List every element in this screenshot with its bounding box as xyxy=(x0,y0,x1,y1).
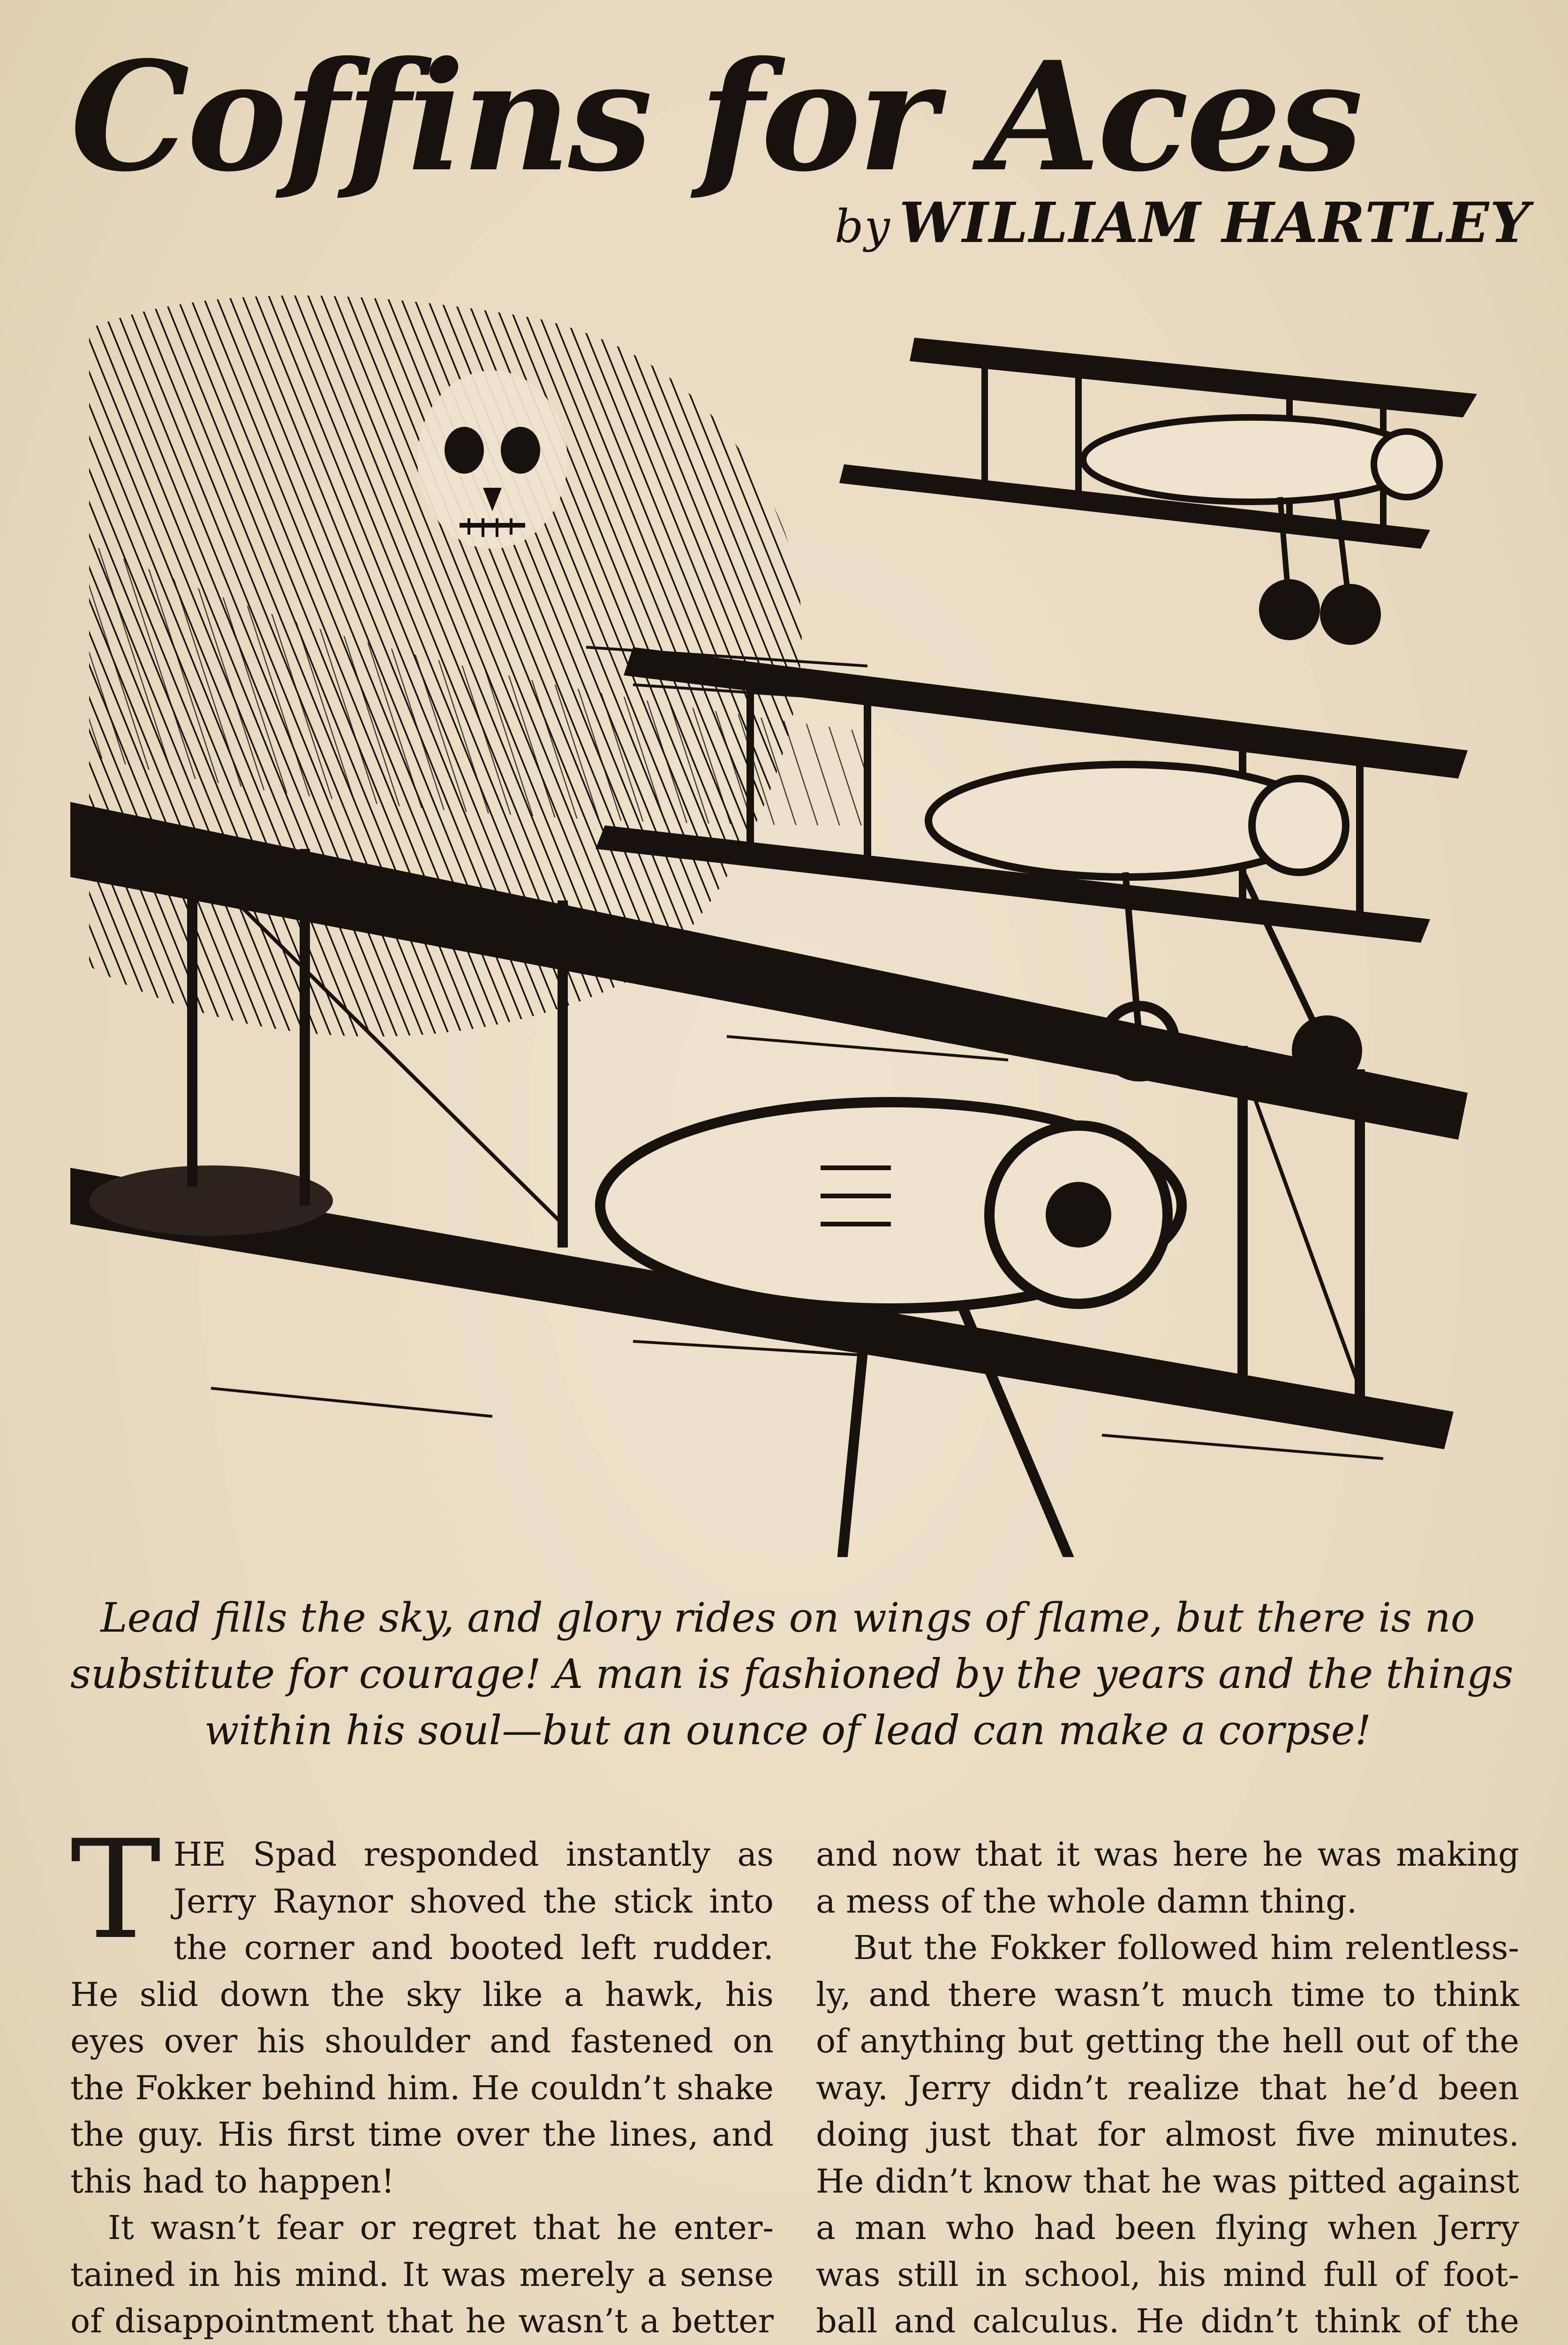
story-title: Coffins for Aces xyxy=(70,29,1361,205)
body-line: eyes over his shoulder and fastened on xyxy=(70,2022,774,2060)
biplane-icon xyxy=(839,338,1477,645)
body-column-right xyxy=(816,1831,1519,2345)
body-line: a mess of the whole damn thing. xyxy=(816,1882,1357,1921)
body-line: HE Spad responded instantly as xyxy=(173,1835,774,1874)
body-line: way. Jerry didn’t realize that he’d been xyxy=(816,2068,1519,2107)
author-name: WILLIAM HARTLEY xyxy=(899,190,1530,255)
body-line: and now that it was here he was making xyxy=(816,1835,1519,1874)
body-line: of disappointment that he wasn’t a better xyxy=(70,2302,774,2340)
deck-line: within his soul—but an ounce of lead can make a corpse! xyxy=(204,1707,1372,1754)
body-line: the Fokker behind him. He couldn’t shake xyxy=(70,2068,774,2107)
body-line: a man who had been flying when Jerry xyxy=(816,2209,1519,2247)
body-line: of anything but getting the hell out of the xyxy=(816,2022,1519,2060)
body-line: the guy. His first time over the lines, and xyxy=(70,2115,774,2154)
deck-line: substitute for courage! A man is fashioned by the years and the things xyxy=(70,1651,1514,1698)
body-line: was still in school, his mind full of foot- xyxy=(816,2255,1519,2294)
body-line: ly, and there wasn’t much time to think xyxy=(816,1975,1519,2014)
body-line: this had to happen! xyxy=(70,2162,395,2201)
body-line: It wasn’t fear or regret that he enter- xyxy=(108,2209,774,2247)
body-line: But the Fokker followed him relentless- xyxy=(853,1929,1519,1967)
illustration-svg xyxy=(70,263,1505,1557)
body-line: He slid down the sky like a hawk, his xyxy=(70,1975,774,2014)
story-deck xyxy=(70,1590,1514,1759)
byline xyxy=(835,190,1530,255)
body-line: doing just that for almost five minutes. xyxy=(816,2115,1519,2154)
body-line: the corner and booted left rudder. xyxy=(173,1929,774,1967)
body-line: ball and calculus. He didn’t think of the xyxy=(816,2302,1519,2340)
body-line: Jerry Raynor shoved the stick into xyxy=(173,1882,774,1921)
body-line: He didn’t know that he was pitted against xyxy=(816,2162,1519,2201)
deck-line: Lead fills the sky, and glory rides on wings of flame, but there is no xyxy=(100,1595,1475,1642)
story-illustration xyxy=(70,263,1505,1557)
byline-prefix: by xyxy=(835,200,891,253)
body-column-left xyxy=(70,1811,774,2345)
drop-cap: T xyxy=(70,1811,161,1969)
body-line: tained in his mind. It was merely a sense xyxy=(70,2255,774,2294)
